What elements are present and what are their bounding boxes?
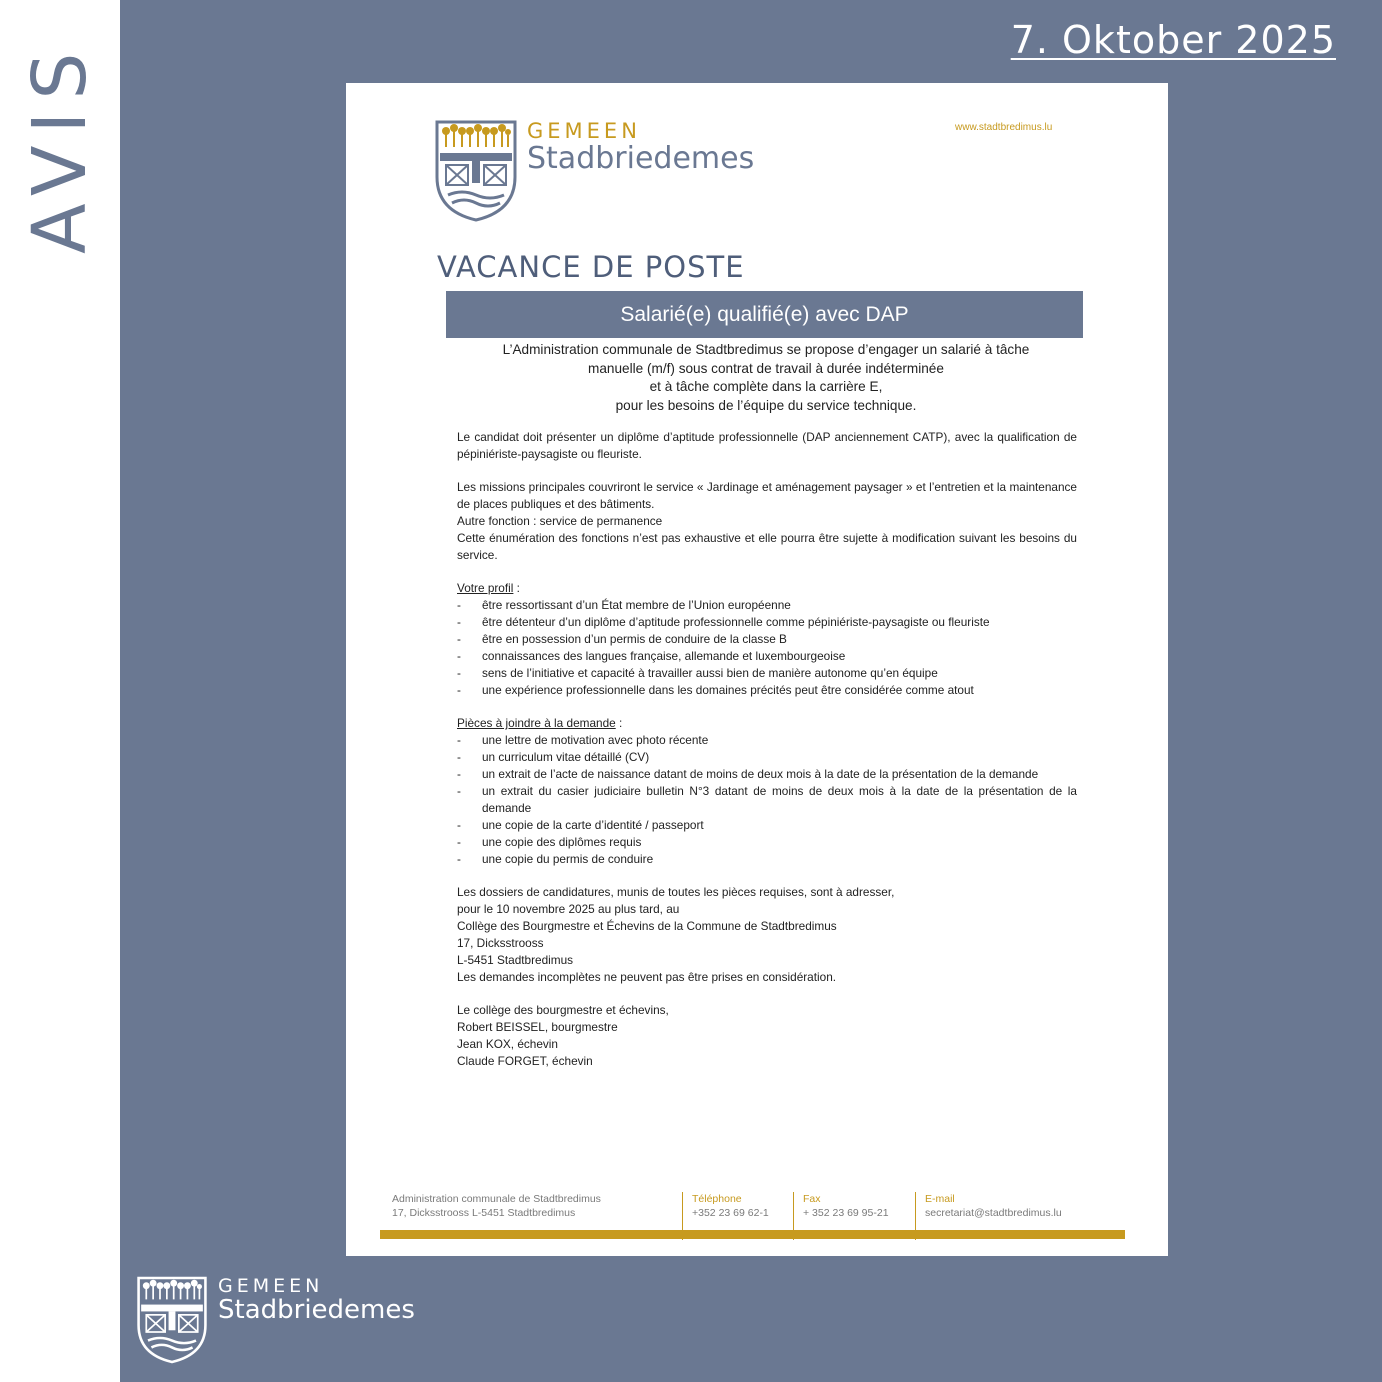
logo-stadbriedemes: Stadbriedemes [527,141,755,176]
bottom-logo [136,1275,436,1365]
list-item: - une copie des diplômes requis [457,834,1077,851]
position-banner: Salarié(e) qualifié(e) avec DAP [446,291,1083,338]
pieces-list [457,732,1077,868]
profile-heading: Votre profil : [457,581,520,595]
list-item: - un curriculum vitae détaillé (CV) [457,749,1077,766]
website-link[interactable]: www.stadtbredimus.lu [955,122,1053,133]
submission-line: Les dossiers de candidatures, munis de toutes les pièces requises, sont à adresser, [457,885,895,899]
list-item: - être en possession d’un permis de conduire de la classe B [457,631,1077,648]
submission-line: L-5451 Stadtbredimus [457,953,574,967]
signature-line: Le collège des bourgmestre et échevins, [457,1003,669,1017]
list-item: - une copie du permis de conduire [457,851,1077,868]
list-item: - une copie de la carte d’identité / passeport [457,817,1077,834]
signature-block [457,1002,1077,1070]
intro-line: manuelle (m/f) sous contrat de travail à durée indéterminée [588,360,944,376]
publication-date: 7. Oktober 2025 [1010,18,1336,62]
list-item: - connaissances des langues française, allemande et luxembourgeoise [457,648,1077,665]
list-item: - une lettre de motivation avec photo récente [457,732,1077,749]
footer-phone: Téléphone +352 23 69 62-1 [692,1193,769,1219]
submission-line: Collège des Bourgmestre et Échevins de la Commune de Stadtbredimus [457,919,837,933]
profile-list [457,597,1077,699]
diploma-requirement: Le candidat doit présenter un diplôme d’aptitude professionnelle (DAP anciennement CATP), avec la qualification de pépiniériste-paysagiste ou fleuriste. [457,430,1077,461]
logo-stadbriedemes: Stadbriedemes [218,1295,415,1325]
list-item: - une expérience professionnelle dans les domaines précités peut être considérée comme atout [457,682,1077,699]
footer-email: E-mail secretariat@stadtbredimus.lu [925,1193,1062,1219]
submission-line: pour le 10 novembre 2025 au plus tard, au [457,902,680,916]
submission-line: Les demandes incomplètes ne peuvent pas être prises en considération. [457,970,837,984]
intro-line: pour les besoins de l’équipe du service technique. [615,398,917,414]
footer-bar [380,1230,1125,1239]
list-item: - un extrait de l’acte de naissance datant de moins de deux mois à la date de la présentation de la demande [457,766,1077,783]
left-strip [0,0,120,1382]
intro-line: L’Administration communale de Stadtbredimus se propose d’engager un salarié à tâche [502,342,1030,357]
page-title: VACANCE DE POSTE [437,250,745,284]
document-body [457,429,1077,1070]
missions-paragraph: Les missions principales couvriront le service « Jardinage et aménagement paysager » et l’entretien et la maintenance de places publiques et des bâtiments. [457,480,1077,511]
submission-block [457,884,1077,986]
list-item: - être détenteur d’un diplôme d’aptitude professionnelle comme pépiniériste-paysagiste ou fleuriste [457,614,1077,631]
missions-note: Cette énumération des fonctions n’est pas exhaustive et elle pourra être sujette à modification suivant les besoins du service. [457,531,1077,562]
logo-gemeen: GEMEEN [527,119,641,143]
logo-gemeen: GEMEEN [218,1275,324,1297]
submission-line: 17, Dicksstrooss [457,936,544,950]
list-item: - un extrait du casier judiciaire bulletin N°3 datant de moins de deux mois à la date de la présentation de la demande [457,783,1077,817]
intro-line: et à tâche complète dans la carrière E, [649,379,883,395]
signature-line: Jean KOX, échevin [457,1037,558,1051]
commune-crest-icon [434,119,518,223]
footer-fax: Fax + 352 23 69 95-21 [803,1193,889,1219]
pieces-heading: Pièces à joindre à la demande : [457,716,623,730]
signature-line: Claude FORGET, échevin [457,1054,593,1068]
signature-line: Robert BEISSEL, bourgmestre [457,1020,618,1034]
list-item: - sens de l’initiative et capacité à travailler aussi bien de manière autonome qu’en équipe [457,665,1077,682]
other-function: Autre fonction : service de permanence [457,514,663,528]
list-item: - être ressortissant d’un État membre de l’Union européenne [457,597,1077,614]
avis-label: AVIS [17,40,103,255]
document-page [346,83,1168,1256]
document-footer [380,1192,1125,1240]
commune-crest-icon [136,1275,208,1365]
intro-paragraph [446,341,1086,416]
footer-address: Administration communale de Stadtbredimus 17, Dicksstrooss L-5451 Stadtbredimus [392,1193,601,1219]
